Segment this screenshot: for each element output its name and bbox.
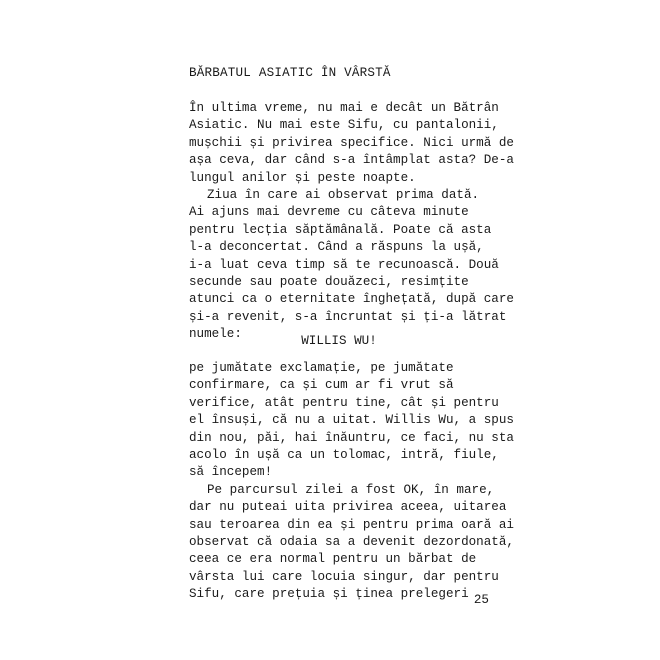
text-line: așa ceva, dar când s-a întâmplat asta? De-a: [189, 153, 514, 168]
text-line: mușchii și privirea specifice. Nici urmă de: [189, 135, 514, 150]
paragraph-1: [189, 100, 514, 343]
text-line: din nou, păi, hai înăuntru, ce faci, nu sta: [189, 430, 514, 445]
exclamation-line: WILLIS WU!: [301, 334, 377, 348]
text-line: numele:: [189, 327, 242, 342]
text-line: dar nu puteai uita privirea aceea, uitarea: [189, 500, 507, 515]
text-line: l-a deconcertat. Când a răspuns la ușă,: [189, 240, 484, 255]
text-line: În ultima vreme, nu mai e decât un Bătrân: [189, 101, 499, 115]
text-line: ceea ce era normal pentru un bărbat de: [189, 552, 477, 567]
text-line: verifice, atât pentru tine, cât și pentru: [189, 395, 499, 410]
page-number: 25: [473, 593, 489, 607]
text-line: confirmare, ca și cum ar fi vrut să: [189, 378, 454, 393]
text-line: să începem!: [189, 465, 273, 480]
text-line: vârsta lui care locuia singur, dar pentru: [189, 569, 499, 584]
text-line: el însuși, că nu a uitat. Willis Wu, a spus: [189, 413, 514, 428]
text-line: și-a revenit, s-a încruntat și ți-a lătrat: [189, 309, 507, 324]
text-line: pentru lecția săptămânală. Poate că asta: [189, 222, 492, 237]
text-line: acolo în ușă ca un tolomac, intră, fiule,: [189, 447, 499, 462]
text-line: Pe parcursul zilei a fost OK, în mare,: [207, 482, 495, 497]
text-line: Sifu, care prețuia și ținea prelegeri: [189, 587, 469, 602]
text-line: lungul anilor și peste noapte.: [189, 170, 416, 185]
text-line: Ziua în care ai observat prima dată.: [207, 187, 480, 202]
text-line: Asiatic. Nu mai este Sifu, cu pantalonii,: [189, 118, 499, 133]
text-line: pe jumătate exclamație, pe jumătate: [189, 361, 454, 375]
text-line: i-a luat ceva timp să te recunoască. Două: [189, 257, 499, 272]
paragraph-2: [189, 360, 514, 603]
text-line: secunde sau poate douăzeci, resimțite: [189, 274, 469, 289]
chapter-heading: BĂRBATUL ASIATIC ÎN VÂRSTĂ: [189, 66, 391, 80]
text-line: atunci ca o eternitate înghețată, după care: [189, 292, 514, 307]
text-line: observat că odaia sa a devenit dezordonată,: [189, 534, 514, 549]
text-line: Ai ajuns mai devreme cu câteva minute: [189, 205, 469, 220]
text-line: sau teroarea din ea și pentru prima oară ai: [189, 517, 514, 532]
